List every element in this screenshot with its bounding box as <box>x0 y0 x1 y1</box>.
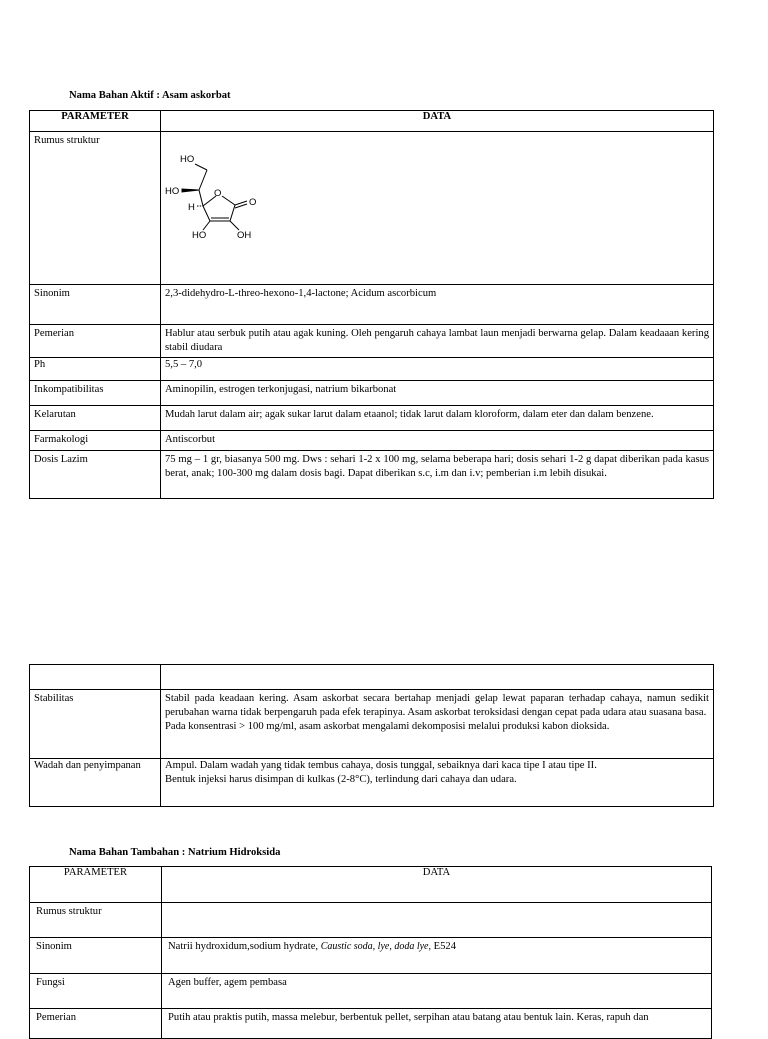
row-inkompatibilitas-value: Aminopilin, estrogen terkonjugasi, natrium bikarbonat <box>161 381 714 406</box>
structure-label-o-ring: O <box>214 188 222 199</box>
structure-label-ho-mid: HO <box>165 186 180 197</box>
structure-label-ho-bottom: HO <box>192 230 207 241</box>
row-kelarutan-value: Mudah larut dalam air; agak sukar larut dalam etaanol; tidak larut dalam kloroform, dalam eter dan dalam benzene. <box>161 406 714 431</box>
excipient-sinonim-italic: Caustic soda, lye, doda lye, <box>320 941 431 952</box>
structure-cell <box>161 132 714 285</box>
row-wadah-value <box>161 759 714 807</box>
row-sinonim-value: 2,3-didehydro-L-threo-hexono-1,4-lactone; Acidum ascorbicum <box>161 285 714 325</box>
row-dosis-lazim-value: 75 mg – 1 gr, biasanya 500 mg. Dws : sehari 1-2 x 100 mg, selama beberapa hari; dosis sehari 1-2 g dapat diberikan pada kasus berat, anak; 100-300 mg dalam dosis bagi. Dapat diberikan s.c, i.m dan i.v; pemberian i.m lebih disukai. <box>161 451 714 499</box>
row-wadah-text-2: Bentuk injeksi harus disimpan di kulkas (2-8°C), terlindung dari cahaya dan udara. <box>165 774 517 785</box>
excipient-header-parameter: PARAMETER <box>30 867 162 903</box>
excipient-row-rumus-value <box>162 903 712 938</box>
row-ph-value: 5,5 – 7,0 <box>161 358 714 381</box>
row-ph-label: Ph <box>30 358 161 381</box>
active-ingredient-table <box>29 110 714 499</box>
excipient-row-fungsi-label: Fungsi <box>30 974 162 1009</box>
row-dosis-lazim-label: Dosis Lazim <box>30 451 161 499</box>
excipient-table <box>29 866 712 1039</box>
row-pemerian-value: Hablur atau serbuk putih atau agak kuning. Oleh pengaruh cahaya lambat laun menjadi berwarna gelap. Dalam keadaaan kering stabil diudara <box>161 325 714 358</box>
header-parameter: PARAMETER <box>30 111 161 132</box>
row-stabilitas-text-2: Pada konsentrasi > 100 mg/ml, asam askorbat mengalami dekomposisi melalui produksi kabon dioksida. <box>165 721 610 732</box>
row-farmakologi-label: Farmakologi <box>30 431 161 451</box>
structure-label-h: H <box>188 202 195 213</box>
empty-header-param <box>30 665 161 690</box>
structure-label-o-carbonyl: O <box>249 197 257 208</box>
row-wadah-label: Wadah dan penyimpanan <box>30 759 161 807</box>
structure-label-oh-bottom: OH <box>237 230 252 241</box>
row-stabilitas-text-1: Stabil pada keadaan kering. Asam askorbat secara bertahap menjadi gelap lewat paparan terhadap cahaya, namun sedikit perubahan warna tidak berpengaruh pada efek terapinya. Asam askorbat teroksidasi dengan cepat pada udara atau suasana basa. <box>165 693 709 718</box>
row-pemerian-label: Pemerian <box>30 325 161 358</box>
excipient-row-sinonim-value <box>162 938 712 974</box>
active-ingredient-title: Nama Bahan Aktif : Asam askorbat <box>69 90 231 101</box>
excipient-row-pemerian-value: Putih atau praktis putih, massa melebur, berbentuk pellet, serpihan atau batang atau bentuk lain. Keras, rapuh dan <box>162 1009 712 1039</box>
excipient-row-pemerian-label: Pemerian <box>30 1009 162 1039</box>
excipient-title: Nama Bahan Tambahan : Natrium Hidroksida <box>69 847 281 858</box>
excipient-row-fungsi-value: Agen buffer, agem pembasa <box>162 974 712 1009</box>
row-rumus-struktur-label: Rumus struktur <box>30 132 161 285</box>
row-stabilitas-label: Stabilitas <box>30 690 161 759</box>
row-inkompatibilitas-label: Inkompatibilitas <box>30 381 161 406</box>
row-stabilitas-value <box>161 690 714 759</box>
excipient-sinonim-plain: Natrii hydroxidum,sodium hydrate, <box>168 941 321 952</box>
header-data: DATA <box>161 111 714 132</box>
excipient-sinonim-tail: E524 <box>430 941 456 952</box>
excipient-header-data: DATA <box>162 867 712 903</box>
row-sinonim-label: Sinonim <box>30 285 161 325</box>
row-kelarutan-label: Kelarutan <box>30 406 161 431</box>
active-ingredient-table-continued <box>29 664 714 807</box>
row-farmakologi-value: Antiscorbut <box>161 431 714 451</box>
structure-label-ho-top: HO <box>180 154 195 165</box>
row-wadah-text-1: Ampul. Dalam wadah yang tidak tembus cahaya, dosis tunggal, sebaiknya dari kaca tipe I atau tipe II. <box>165 760 597 771</box>
ascorbic-acid-structure <box>163 150 273 250</box>
empty-header-data <box>161 665 714 690</box>
excipient-row-sinonim-label: Sinonim <box>30 938 162 974</box>
excipient-row-rumus-label: Rumus struktur <box>30 903 162 938</box>
